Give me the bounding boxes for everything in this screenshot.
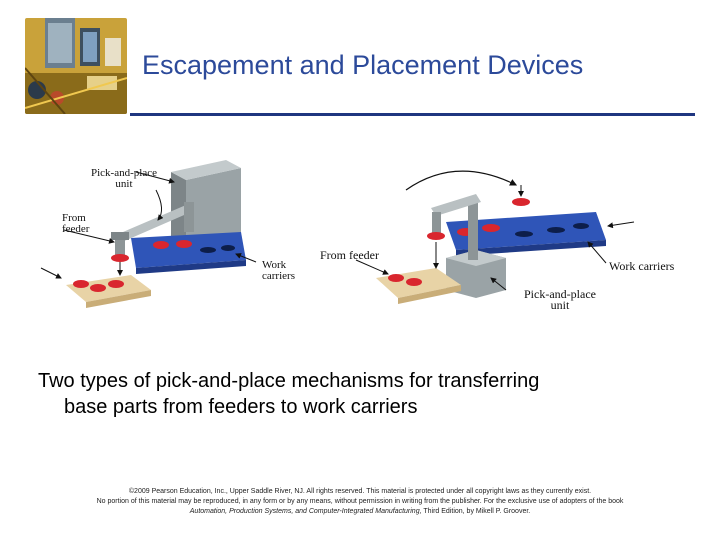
- label-left-pick-place: Pick-and-place unit: [91, 167, 157, 190]
- slide-title: Escapement and Placement Devices: [142, 50, 584, 80]
- book-title: Automation, Production Systems, and Computer-Integrated Manufacturing,: [189, 508, 422, 515]
- copyright-line-3: [20, 507, 700, 517]
- title-divider: [130, 113, 695, 116]
- label-right-work-carriers: Work carriers: [609, 259, 675, 273]
- label-left-from-feeder: From feeder: [62, 212, 90, 235]
- caption-line-1: Two types of pick-and-place mechanisms for transferring: [38, 370, 540, 392]
- right-mechanism: [356, 171, 634, 304]
- slide-caption: [38, 368, 688, 420]
- pick-and-place-figure: [36, 150, 696, 320]
- label-right-from-feeder: From feeder: [320, 248, 379, 262]
- copyright-notice: [20, 487, 700, 517]
- book-edition: Third Edition, by Mikell P. Groover.: [421, 508, 531, 515]
- label-right-pick-place: Pick-and-place unit: [524, 287, 596, 312]
- corner-photo: [25, 18, 127, 114]
- caption-line-2: base parts from feeders to work carriers: [64, 396, 418, 418]
- copyright-line-1: ©2009 Pearson Education, Inc., Upper Saddle River, NJ. All rights reserved. This material is protected under all copyright laws as they currently exist.: [128, 488, 592, 495]
- label-left-work-carriers: Work carriers: [262, 259, 295, 282]
- copyright-line-2: No portion of this material may be reproduced, in any form or by any means, without permission in writing from the publisher. For the exclusive use of adopters of the book: [96, 498, 624, 505]
